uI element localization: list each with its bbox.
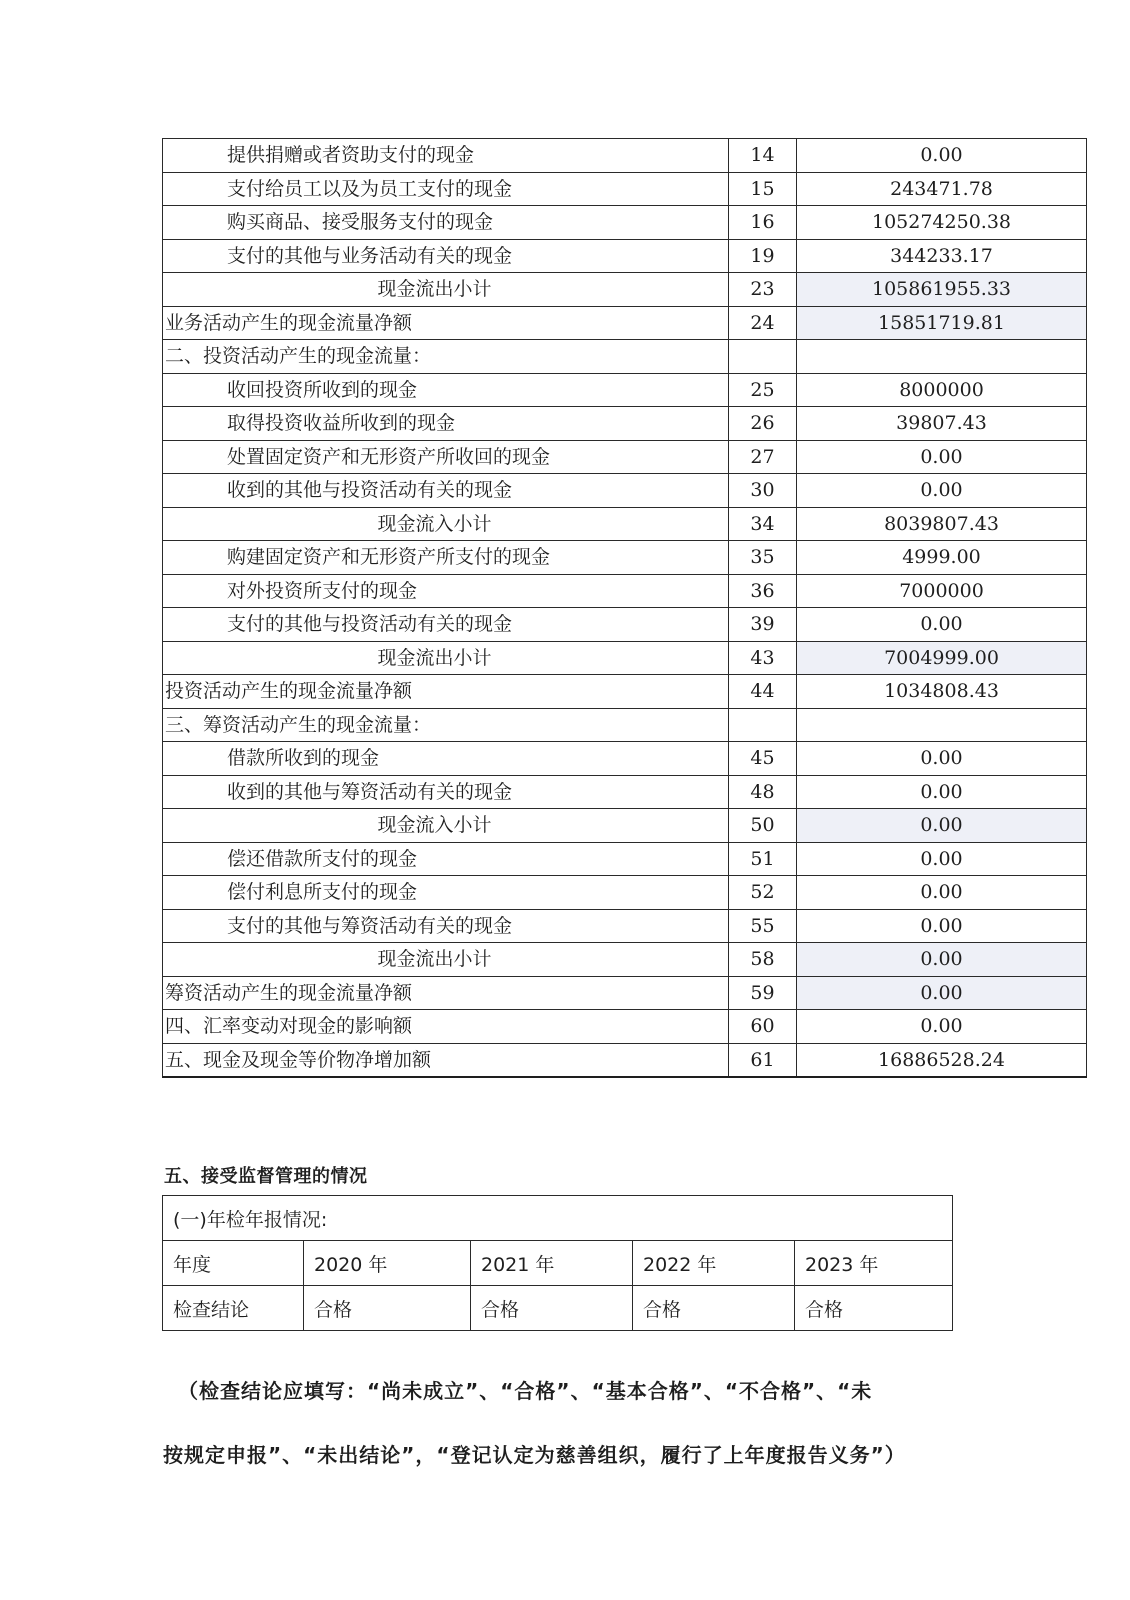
table-row: [163, 273, 1087, 307]
item-label: 支付的其他与筹资活动有关的现金: [163, 909, 729, 943]
amount-cell: 16886528.24: [797, 1043, 1087, 1077]
table-row: [163, 440, 1087, 474]
amount-cell: 0.00: [797, 440, 1087, 474]
line-number: 52: [729, 876, 797, 910]
annual-header: (一)年检年报情况:: [163, 1196, 953, 1241]
amount-cell: 0.00: [797, 876, 1087, 910]
table-row: [163, 1010, 1087, 1044]
amount-cell: 39807.43: [797, 407, 1087, 441]
item-label: 偿还借款所支付的现金: [163, 842, 729, 876]
line-number: 19: [729, 239, 797, 273]
subtotal-label: 现金流出小计: [163, 273, 729, 307]
line-number: 45: [729, 742, 797, 776]
table-row: [163, 574, 1087, 608]
item-label: 收到的其他与筹资活动有关的现金: [163, 775, 729, 809]
amount-cell: 4999.00: [797, 541, 1087, 575]
line-number: 39: [729, 608, 797, 642]
line-number: 23: [729, 273, 797, 307]
amount-cell: [797, 708, 1087, 742]
line-number: 26: [729, 407, 797, 441]
year-label: 年度: [163, 1241, 304, 1286]
amount-cell: 7000000: [797, 574, 1087, 608]
amount-cell: 105274250.38: [797, 206, 1087, 240]
line-number: 14: [729, 139, 797, 173]
line-number: 60: [729, 1010, 797, 1044]
line-number: 51: [729, 842, 797, 876]
annual-inspection-table: [162, 1195, 953, 1331]
table-row: [163, 708, 1087, 742]
item-label: 二、投资活动产生的现金流量：: [163, 340, 729, 374]
table-row: [163, 373, 1087, 407]
line-number: 61: [729, 1043, 797, 1077]
annual-header-row: [163, 1196, 953, 1241]
table-row: [163, 139, 1087, 173]
amount-cell: 8039807.43: [797, 507, 1087, 541]
amount-cell: 0.00: [797, 775, 1087, 809]
line-number: 34: [729, 507, 797, 541]
table-row: [163, 809, 1087, 843]
amount-cell: 0.00: [797, 1010, 1087, 1044]
item-label: 处置固定资产和无形资产所收回的现金: [163, 440, 729, 474]
item-label: 取得投资收益所收到的现金: [163, 407, 729, 441]
cash-flow-table: [162, 138, 1087, 1078]
table-row: [163, 876, 1087, 910]
result-cell: 合格: [795, 1286, 953, 1331]
line-number: 43: [729, 641, 797, 675]
item-label: 购买商品、接受服务支付的现金: [163, 206, 729, 240]
amount-cell: 0.00: [797, 474, 1087, 508]
result-row: [163, 1286, 953, 1331]
amount-cell: 105861955.33: [797, 273, 1087, 307]
subtotal-label: 现金流入小计: [163, 809, 729, 843]
line-number: 30: [729, 474, 797, 508]
table-row: [163, 976, 1087, 1010]
subtotal-label: 现金流出小计: [163, 943, 729, 977]
item-label: 投资活动产生的现金流量净额: [163, 675, 729, 709]
result-cell: 合格: [304, 1286, 471, 1331]
line-number: 36: [729, 574, 797, 608]
line-number: 55: [729, 909, 797, 943]
table-row: [163, 541, 1087, 575]
year-row: [163, 1241, 953, 1286]
result-cell: 合格: [633, 1286, 795, 1331]
subtotal-label: 现金流入小计: [163, 507, 729, 541]
table-row: [163, 775, 1087, 809]
line-number: 59: [729, 976, 797, 1010]
section-title: 五、接受监督管理的情况: [164, 1166, 368, 1187]
item-label: 支付的其他与业务活动有关的现金: [163, 239, 729, 273]
table-row: [163, 206, 1087, 240]
note-line-1: （检查结论应填写：“尚未成立”、“合格”、“基本合格”、“不合格”、“未: [178, 1379, 873, 1403]
item-label: 收回投资所收到的现金: [163, 373, 729, 407]
table-row: [163, 608, 1087, 642]
item-label: 提供捐赠或者资助支付的现金: [163, 139, 729, 173]
line-number: 50: [729, 809, 797, 843]
table-row: [163, 507, 1087, 541]
table-row: [163, 172, 1087, 206]
item-label: 四、汇率变动对现金的影响额: [163, 1010, 729, 1044]
item-label: 偿付利息所支付的现金: [163, 876, 729, 910]
amount-cell: 243471.78: [797, 172, 1087, 206]
table-row: [163, 909, 1087, 943]
line-number: 35: [729, 541, 797, 575]
subtotal-label: 现金流出小计: [163, 641, 729, 675]
amount-cell: 0.00: [797, 742, 1087, 776]
amount-cell: 15851719.81: [797, 306, 1087, 340]
item-label: 收到的其他与投资活动有关的现金: [163, 474, 729, 508]
line-number: [729, 340, 797, 374]
table-row: [163, 742, 1087, 776]
amount-cell: 0.00: [797, 139, 1087, 173]
amount-cell: 0.00: [797, 842, 1087, 876]
item-label: 对外投资所支付的现金: [163, 574, 729, 608]
table-row: [163, 407, 1087, 441]
item-label: 业务活动产生的现金流量净额: [163, 306, 729, 340]
item-label: 支付给员工以及为员工支付的现金: [163, 172, 729, 206]
amount-cell: 0.00: [797, 608, 1087, 642]
result-label: 检查结论: [163, 1286, 304, 1331]
line-number: 27: [729, 440, 797, 474]
amount-cell: 8000000: [797, 373, 1087, 407]
amount-cell: 0.00: [797, 909, 1087, 943]
note-line-2: 按规定申报”、“未出结论”，“登记认定为慈善组织，履行了上年度报告义务”）: [163, 1443, 906, 1467]
amount-cell: 7004999.00: [797, 641, 1087, 675]
line-number: [729, 708, 797, 742]
table-row: [163, 474, 1087, 508]
cash-flow-body: [163, 139, 1087, 1078]
table-row: [163, 340, 1087, 374]
item-label: 五、现金及现金等价物净增加额: [163, 1043, 729, 1077]
table-row: [163, 306, 1087, 340]
year-cell: 2020 年: [304, 1241, 471, 1286]
result-cell: 合格: [471, 1286, 633, 1331]
line-number: 44: [729, 675, 797, 709]
table-row: [163, 239, 1087, 273]
item-label: 购建固定资产和无形资产所支付的现金: [163, 541, 729, 575]
line-number: 24: [729, 306, 797, 340]
table-row: [163, 1043, 1087, 1077]
item-label: 支付的其他与投资活动有关的现金: [163, 608, 729, 642]
table-row: [163, 842, 1087, 876]
year-cell: 2021 年: [471, 1241, 633, 1286]
amount-cell: 0.00: [797, 943, 1087, 977]
amount-cell: 0.00: [797, 809, 1087, 843]
table-row: [163, 641, 1087, 675]
amount-cell: 0.00: [797, 976, 1087, 1010]
year-cell: 2022 年: [633, 1241, 795, 1286]
amount-cell: 344233.17: [797, 239, 1087, 273]
item-label: 筹资活动产生的现金流量净额: [163, 976, 729, 1010]
line-number: 25: [729, 373, 797, 407]
line-number: 15: [729, 172, 797, 206]
table-row: [163, 675, 1087, 709]
item-label: 三、筹资活动产生的现金流量：: [163, 708, 729, 742]
line-number: 16: [729, 206, 797, 240]
line-number: 58: [729, 943, 797, 977]
year-cell: 2023 年: [795, 1241, 953, 1286]
item-label: 借款所收到的现金: [163, 742, 729, 776]
table-row: [163, 943, 1087, 977]
amount-cell: [797, 340, 1087, 374]
line-number: 48: [729, 775, 797, 809]
amount-cell: 1034808.43: [797, 675, 1087, 709]
